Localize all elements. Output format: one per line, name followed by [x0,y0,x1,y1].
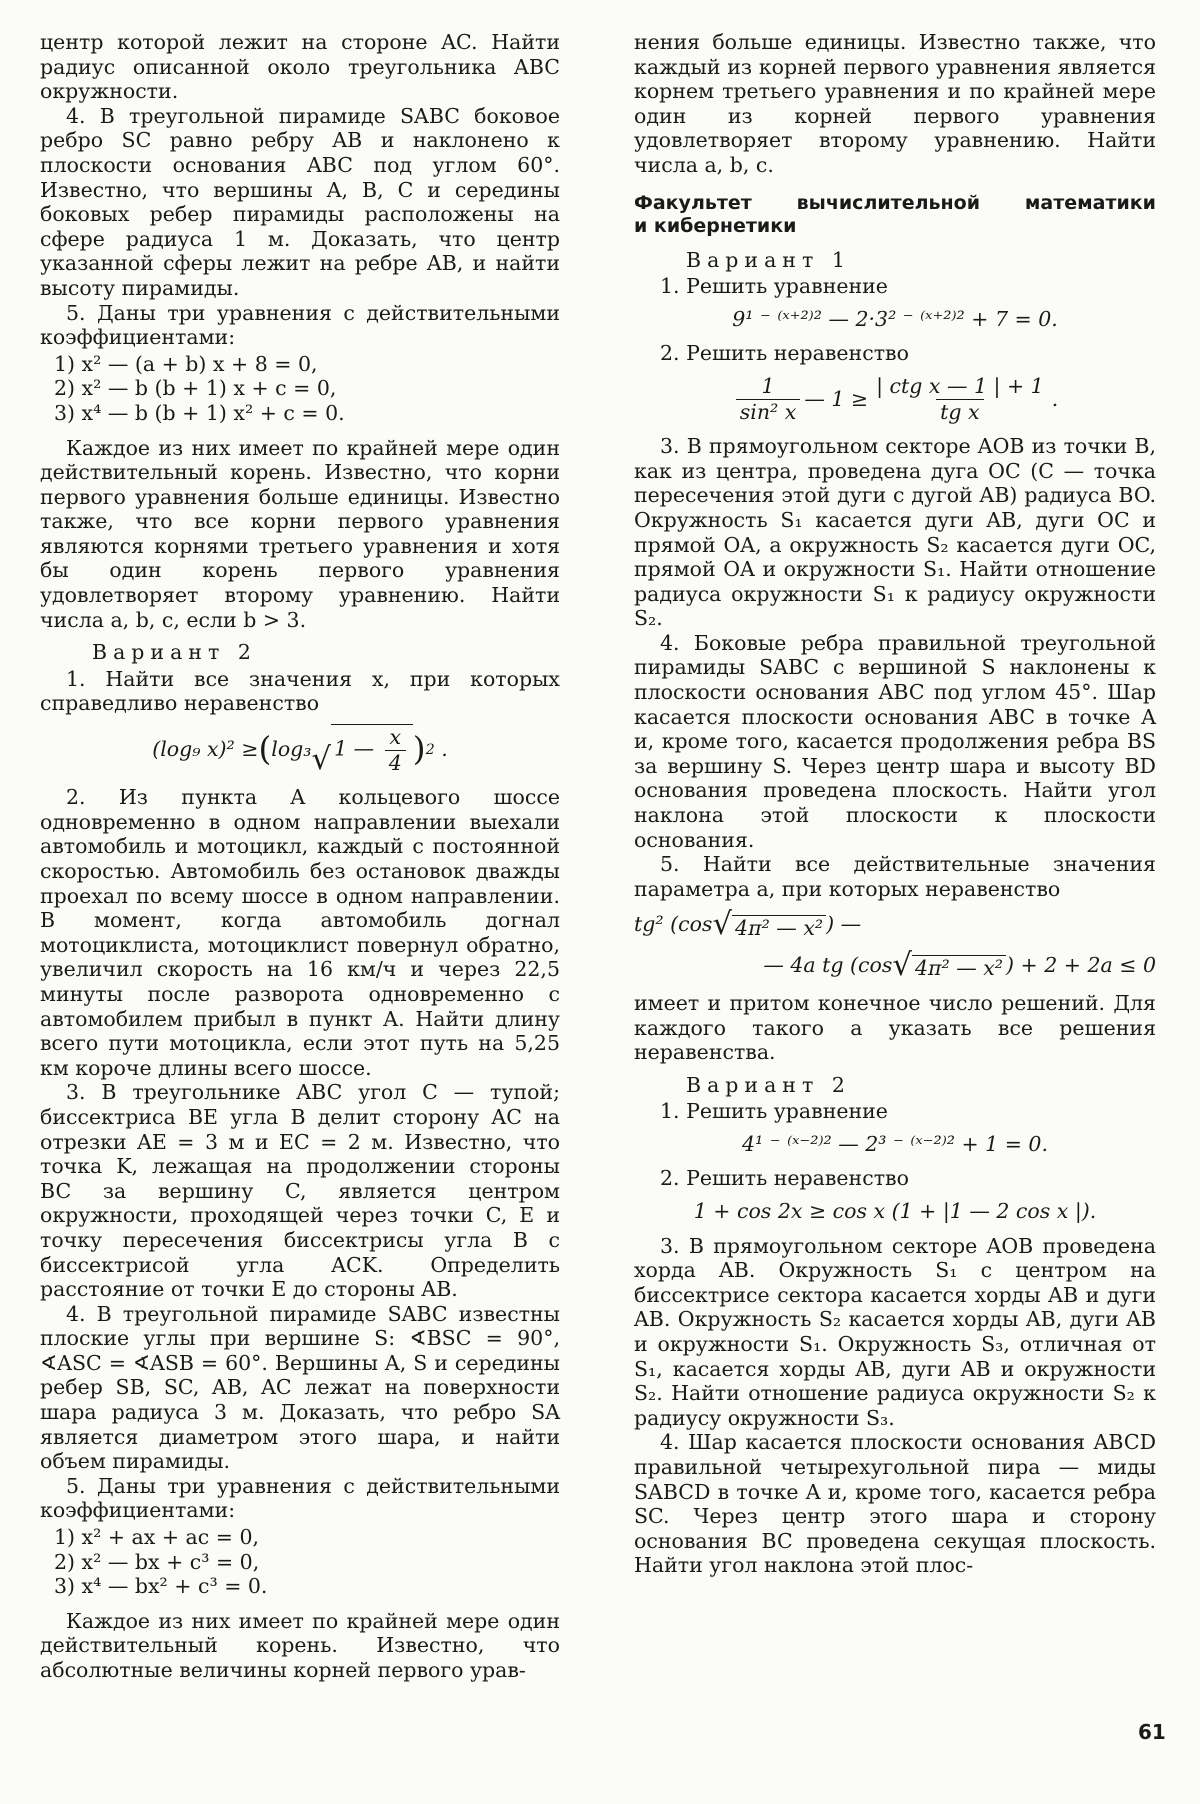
page-number: 61 [1138,1720,1166,1744]
fraction-numerator: | ctg x — 1 | + 1 [876,373,1044,398]
formula-cos-inequality: 1 + cos 2x ≥ cos x (1 + |1 — 2 cos x |). [693,1199,1097,1224]
formula-end: . [1051,386,1059,411]
problem-2: 2. Из пункта A кольцевого шоссе одновременно в одном направлении выехали автомобиль и мотоцикл, каждый с постоянной скоростью. Автомобиль без остановок дважды проехал по всему шоссе в одном направлении. В момент, когда автомобиль догнал мотоциклиста, мотоциклист повернул обратно, увеличил скорость на 16 км/ч и через 22,5 минуты после разворота одновременно с автомобилем прибыл в пункт A. Найти длину всего пути мотоцикла, если этот путь на 5,25 км короче длины всего шоссе. [40,785,560,1080]
variant-heading: Вариант 1 [686,247,851,272]
problem-2: 2. Решить неравенство [660,341,909,366]
formula-line-1 [634,906,1156,943]
problem-2: 2. Решить неравенство [660,1166,909,1191]
formula-part: tg² (cos [634,912,713,937]
formula-part: ) + 2 + 2a ≤ 0 [1006,953,1156,978]
problem-4: 4. Боковые ребра правильной треугольной пирамиды SABC с вершиной S наклонены к плоскости основания ABC под углом 45°. Шар касается плоскости основания ABC в точке A и, кроме того, касается продолжения ребра BS за вершину S. Через центр шара и высоту BD основания проведена плоскость. Найти угол наклона этой плоскости к плоскости основания. [634,630,1156,852]
equation-2: 2) x² — b (b + 1) x + c = 0, [54,376,337,401]
formula-part: ) — [826,912,862,937]
sqrt-sign-icon: √ 4π² — x² [892,950,1006,981]
formula-radicand: 4π² — x² [912,955,1006,981]
problem-5: 5. Даны три уравнения с действительными коэффициентами: [40,1473,560,1523]
equation-3: 3) x⁴ — bx² + c³ = 0. [54,1574,268,1599]
problem-3: 3. В прямоугольном секторе AOB из точки B, как из центра, проведена дуга OC (C — точка пересечения этой дуги с дугой AB) радиуса BO. Окружность S₁ касается дуги AB, дуги OC и прямой OA, а окружность S₂ касается дуги OC, прямой OA и окружности S₁. Найти отношение радиуса окружности S₁ к радиусу окружности S₂. [634,434,1156,631]
equation-list [54,1525,560,1599]
equation-1: 1) x² + ax + ac = 0, [54,1525,260,1550]
equation-1: 1) x² — (a + b) x + 8 = 0, [54,351,318,376]
problem-3: 3. В прямоугольном секторе AOB проведена хорда AB. Окружность S₁ с центром на биссектрисе сектора касается хорды AB и дуги AB. Окружность S₂ касается хорды AB, дуги AB и окружности S₁. Окружность S₃, отличная от S₁, касается хорды AB, дуги AB и окружности S₂. Найти отношение радиуса окружности S₂ к радиусу окружности S₃. [634,1233,1156,1430]
problem-4: 4. Шар касается плоскости основания ABCD правильной четырехугольной пира — миды SABCD в точке A и, кроме того, касается ребра SC. Через центр этого шара и сторону основания BC проведена секущая плоскость. Найти угол наклона этой плос- [634,1430,1156,1578]
formula-part: — 4a tg (cos [763,953,893,978]
fraction-numerator: 1 [761,373,775,398]
problem-4: 4. В треугольной пирамиде SABC боковое ребро SC равно ребру AB и наклонено к плоскости основания ABC под углом 60°. Известно, что вершины A, B, C и середины боковых ребер пирамиды расположены на сфере радиуса 1 м. Доказать, что центр указанной сферы лежит на ребре AB, и найти высоту пирамиды. [40,103,560,300]
equation-list [54,352,560,426]
heading-word: Факультет [634,191,752,214]
equation-2: 2) x² — bx + c³ = 0, [54,1549,260,1574]
text-paragraph: центр которой лежит на стороне AC. Найти радиус описанной около треугольника ABC окружности. [40,30,560,104]
sqrt-sign-icon: √ 1 — $\frac{x}{4}$ [312,724,413,775]
problem-1: 1. Решить уравнение [660,274,888,299]
fraction-denominator: 4 [385,750,406,776]
right-column [634,30,1156,1578]
problem-5: 5. Найти все действительные значения параметра a, при которых неравенство [634,852,1156,901]
formula-radicand: 4π² — x² [732,915,826,941]
heading-line-2: и кибернетики [634,214,797,237]
variant-heading: Вариант 2 [686,1072,851,1097]
problem-5: 5. Даны три уравнения с действительными коэффициентами: [40,300,560,350]
fraction-denominator: tg x [936,399,983,425]
text-paragraph: нения больше единицы. Известно также, что каждый из корней первого уравнения является корнем третьего уравнения и по крайней мере один из корней первого уравнения удовлетворяет второму уравнению. Найти числа a, b, c. [634,30,1156,177]
text-paragraph: Каждое из них имеет по крайней мере один действительный корень. Известно, что абсолютные величины корней первого урав- [40,1608,560,1682]
fraction-numerator: x [389,725,402,750]
fraction-denominator: sin² x [736,399,801,425]
variant-heading: Вариант 2 [92,640,257,665]
heading-word: математики [1024,191,1156,214]
problem-3: 3. В треугольнике ABC угол C — тупой; биссектриса BE угла B делит сторону AC на отрезки AE = 3 м и EC = 2 м. Известно, что точка K, лежащая на продолжении стороны BC за вершину C, является центром окружности, проходящей через точки C, E и точку пересечения биссектрисы угла B с биссектрисой угла ACK. Определить расстояние от точки E до стороны AB. [40,1080,560,1302]
formula-lhs: (log₉ x)² ≥ [152,737,259,762]
sqrt-sign-icon: √ 4π² — x² [712,909,826,940]
formula-log: log₃ [271,737,312,762]
heading-word: вычислительной [796,191,981,214]
formula-exponential: 4¹ ⁻ ⁽ˣ⁻²⁾² — 2³ ⁻ ⁽ˣ⁻²⁾² + 1 = 0. [742,1131,1048,1156]
text-paragraph: Каждое из них имеет по крайней мере один действительный корень. Известно, что корни первого уравнения больше единицы. Известно также, что все корни первого уравнения являются корнями третьего уравнения и хотя бы один корень первого уравнения удовлетворяет второму уравнению. Найти числа a, b, c, если b > 3. [40,435,560,632]
problem-4: 4. В треугольной пирамиде SABC известны плоские углы при вершине S: ∢BSC = 90°, ∢ASC = ∢ASB = 60°. Вершины A, S и середины ребер SB, SC, AB, AC лежат на поверхности шара радиуса 3 м. Доказать, что ребро SA является диаметром этого шара, и найти объем пирамиды. [40,1301,560,1474]
formula-exponential: 9¹ ⁻ ⁽ˣ⁺²⁾² — 2·3² ⁻ ⁽ˣ⁺²⁾² + 7 = 0. [732,306,1058,331]
problem-1: 1. Решить уравнение [660,1099,888,1124]
formula-trig-inequality [634,374,1156,424]
left-column [40,30,560,1683]
problem-1: 1. Найти все значения x, при которых справедливо неравенство [40,666,560,716]
formula-log-inequality: (log₉ x)² ≥ ( log₃ √ 1 — $\frac{x}{4}$ ) 2 . [152,725,448,778]
equation-3: 3) x⁴ — b (b + 1) x² + c = 0. [54,400,345,425]
formula-one: 1 — [334,736,375,761]
text-paragraph: имеет и притом конечное число решений. Для каждого такого a указать все решения неравенства. [634,990,1156,1065]
faculty-heading [634,192,1156,238]
formula-mid: — 1 ≥ [804,386,869,411]
formula-line-2 [634,947,1156,984]
